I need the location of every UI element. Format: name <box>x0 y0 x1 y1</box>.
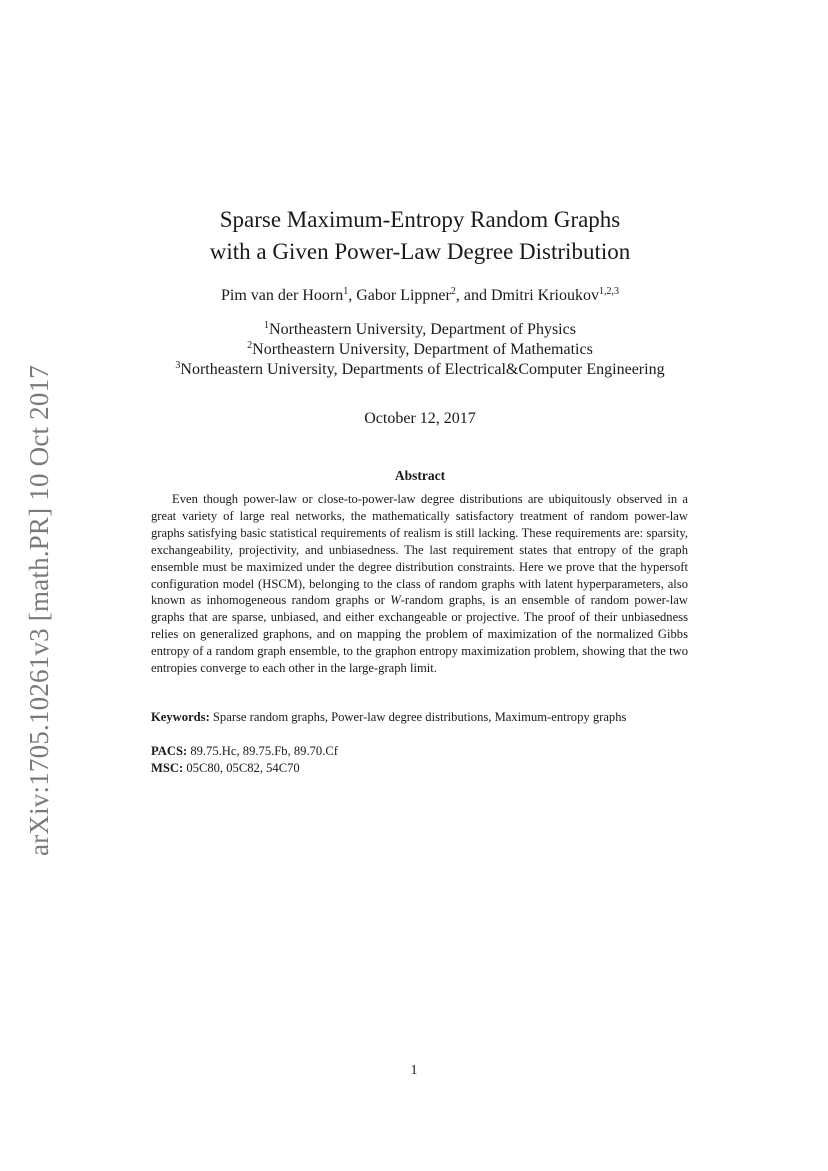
author-list <box>100 286 740 306</box>
abstract-text: Even though power-law or close-to-power-law degree distributions are ubiquitously observed in a great variety of large real networks, the mathematically satisfactory treatment of random power-law graphs satisfying basic statistical requirements of realism is still lacking. These requirements are: sparsity, exchangeability, projectivity, and unbiasedness. The last requirement states that entropy of the graph ensemble must be maximized under the degree distribution constraints. Here we prove that the hypersoft configuration model (HSCM), belonging to the class of random graphs with latent hyperparameters, also known as inhomogeneous random graphs or <box>151 492 688 608</box>
title-line-1: Sparse Maximum-Entropy Random Graphs <box>219 207 621 232</box>
paper-title <box>100 204 740 268</box>
author-name: Pim van der Hoorn <box>221 287 344 304</box>
pacs-label: PACS: <box>151 744 188 758</box>
keywords-label: Keywords: <box>151 710 210 724</box>
page-number: 1 <box>410 1063 418 1078</box>
author-separator: , <box>348 287 357 304</box>
abstract-body <box>151 491 688 677</box>
pacs <box>151 743 688 760</box>
abstract-text: -random graphs, is an ensemble of random power-law graphs that are sparse, unbiased, and either exchangeable or projective. The proof of their unbiasedness relies on generalized graphons, and on mapping the problem of maximization of the normalized Gibbs entropy of a random graph ensemble, to the graphon entropy maximization problem, showing that the two entropies converge to each other in the large-graph limit. <box>151 593 688 676</box>
affiliation-text: Northeastern University, Departments of Electrical&Computer Engineering <box>180 361 665 378</box>
msc-text: 05C80, 05C82, 54C70 <box>186 761 300 775</box>
affiliation-mark: 2 <box>247 340 253 351</box>
affiliation <box>100 340 740 360</box>
author-affil-mark: 2 <box>450 286 456 297</box>
author-separator: , and <box>455 287 491 304</box>
keywords-text: Sparse random graphs, Power-law degree distributions, Maximum-entropy graphs <box>212 710 627 724</box>
abstract-math-w: W <box>390 593 401 608</box>
affiliation-mark: 3 <box>175 360 181 371</box>
title-line-2: with a Given Power-Law Degree Distribution <box>209 239 631 264</box>
arxiv-id: arXiv:1705.10261v3 [math.PR] 10 Oct 2017 <box>23 364 54 856</box>
msc-label: MSC: <box>151 761 184 775</box>
affiliation <box>100 320 740 340</box>
affiliation-mark: 1 <box>264 320 270 331</box>
msc <box>151 760 688 777</box>
abstract-heading: Abstract <box>394 468 446 483</box>
author-name: Gabor Lippner <box>356 287 451 304</box>
affiliation-text: Northeastern University, Department of Physics <box>269 321 576 338</box>
affiliation <box>100 360 740 380</box>
affiliation-list <box>100 320 740 380</box>
pacs-text: 89.75.Hc, 89.75.Fb, 89.70.Cf <box>190 744 338 758</box>
affiliation-text: Northeastern University, Department of Mathematics <box>252 341 593 358</box>
author-affil-mark: 1,2,3 <box>598 286 619 297</box>
author-name: Dmitri Krioukov <box>490 287 599 304</box>
arxiv-stamp <box>14 350 64 870</box>
author-affil-mark: 1 <box>343 286 349 297</box>
paper-date: October 12, 2017 <box>364 410 476 427</box>
keywords <box>151 709 688 726</box>
